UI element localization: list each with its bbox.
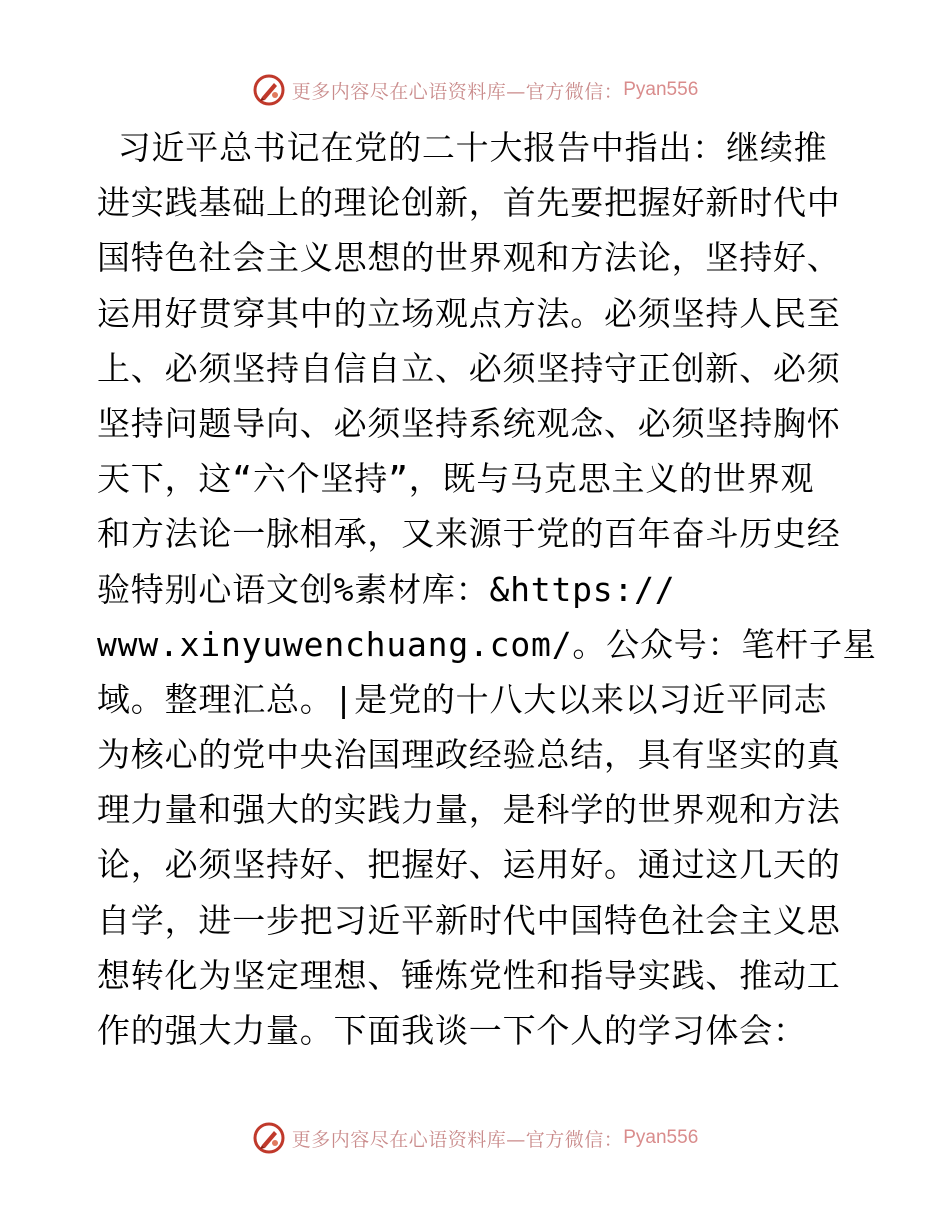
footer-watermark (0, 1118, 950, 1158)
header-banner-id: Pyan556 (623, 79, 699, 100)
text-line: 理力量和强大的实践力量，是科学的世界观和方法 (97, 790, 841, 830)
header-banner-text: 更多内容尽在心语资料库—官方微信： (291, 80, 624, 103)
text-line: 作的强大力量。下面我谈一下个人的学习体会： (97, 1011, 807, 1050)
text-line: 为核心的党中央治国理政经验总结，具有坚实的真 (97, 735, 841, 775)
text-line: 验特别心语文创%素材库：&https:// (97, 569, 676, 609)
text-line: 论，必须坚持好、把握好、运用好。通过这几天的 (97, 845, 841, 885)
text-line: 习近平总书记在党的二十大报告中指出：继续推 (97, 128, 828, 167)
text-line: www.xinyuwenchuang.com/。公众号：笔杆子星 (97, 624, 877, 664)
text-line: 上、必须坚持自信自立、必须坚持守正创新、必须 (97, 348, 841, 388)
text-line: 自学，进一步把习近平新时代中国特色社会主义思 (97, 900, 841, 940)
document-body (97, 120, 877, 1058)
text-line: 天下，这“六个坚持”，既与马克思主义的世界观 (97, 459, 815, 499)
pen-logo-icon (252, 1121, 286, 1155)
text-line: 和方法论一脉相承，又来源于党的百年奋斗历史经 (97, 514, 841, 554)
text-line: 国特色社会主义思想的世界观和方法论，坚持好、 (97, 238, 841, 278)
pen-logo-icon (252, 73, 286, 107)
footer-banner-text: 更多内容尽在心语资料库—官方微信： (291, 1128, 624, 1151)
text-line: 进实践基础上的理论创新，首先要把握好新时代中 (97, 183, 841, 223)
footer-banner-id: Pyan556 (623, 1127, 699, 1148)
text-line: 坚持问题导向、必须坚持系统观念、必须坚持胸怀 (97, 403, 841, 443)
header-watermark (0, 70, 950, 110)
text-line: 运用好贯穿其中的立场观点方法。必须坚持人民至 (97, 293, 841, 333)
text-line: 想转化为坚定理想、锤炼党性和指导实践、推动工 (97, 955, 841, 995)
text-line: 域。整理汇总。|是党的十八大以来以习近平同志 (97, 679, 828, 719)
